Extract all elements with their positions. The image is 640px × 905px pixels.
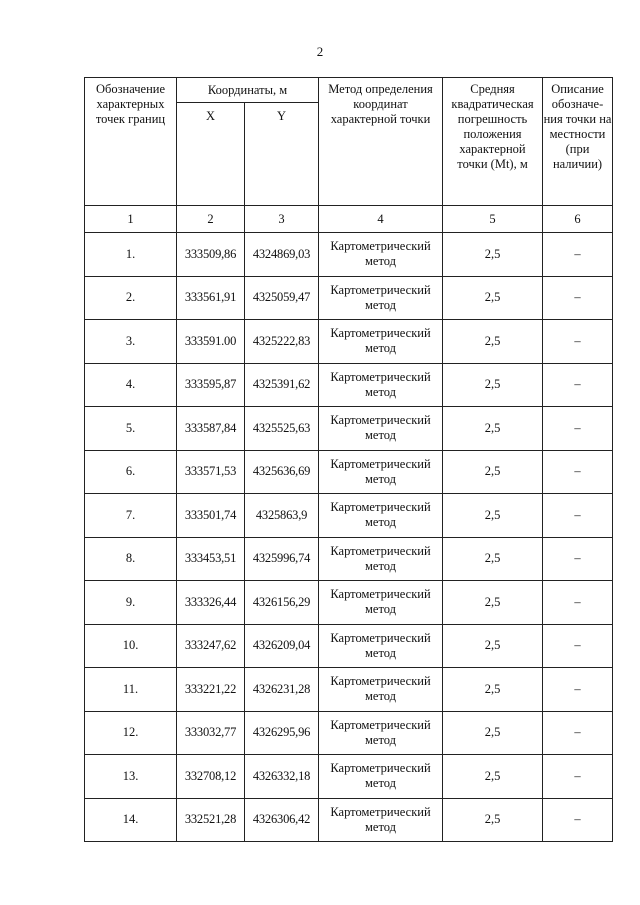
column-number: 6 xyxy=(543,206,613,233)
error-cell: 2,5 xyxy=(443,581,543,625)
point-number-cell: 13. xyxy=(85,755,177,799)
error-cell: 2,5 xyxy=(443,450,543,494)
column-number: 2 xyxy=(177,206,245,233)
y-coordinate-cell: 4325059,47 xyxy=(245,276,319,320)
method-cell: Картометрический метод xyxy=(319,798,443,842)
error-cell: 2,5 xyxy=(443,320,543,364)
page-number: 2 xyxy=(316,44,324,59)
column-number: 5 xyxy=(443,206,543,233)
description-cell: – xyxy=(543,711,613,755)
point-number-cell: 5. xyxy=(85,407,177,451)
boundary-points-table xyxy=(84,77,613,842)
point-number-cell: 10. xyxy=(85,624,177,668)
point-number-cell: 14. xyxy=(85,798,177,842)
y-coordinate-cell: 4326295,96 xyxy=(245,711,319,755)
error-cell: 2,5 xyxy=(443,668,543,712)
table-row xyxy=(85,668,613,712)
table-row xyxy=(85,363,613,407)
error-cell: 2,5 xyxy=(443,407,543,451)
method-cell: Картометрический метод xyxy=(319,363,443,407)
column-numbers-row xyxy=(85,206,613,233)
table-row xyxy=(85,407,613,451)
y-coordinate-cell: 4325525,63 xyxy=(245,407,319,451)
x-coordinate-cell: 333032,77 xyxy=(177,711,245,755)
description-cell: – xyxy=(543,798,613,842)
column-number: 1 xyxy=(85,206,177,233)
column-number: 3 xyxy=(245,206,319,233)
description-cell: – xyxy=(543,755,613,799)
description-cell: – xyxy=(543,320,613,364)
y-coordinate-cell: 4326306,42 xyxy=(245,798,319,842)
error-cell: 2,5 xyxy=(443,276,543,320)
x-coordinate-cell: 333509,86 xyxy=(177,233,245,277)
table-row xyxy=(85,320,613,364)
y-coordinate-cell: 4326156,29 xyxy=(245,581,319,625)
method-cell: Картометрический метод xyxy=(319,276,443,320)
description-cell: – xyxy=(543,581,613,625)
method-cell: Картометрический метод xyxy=(319,320,443,364)
error-cell: 2,5 xyxy=(443,798,543,842)
error-cell: 2,5 xyxy=(443,755,543,799)
header-designation: Обозначение характерных точек границ xyxy=(85,78,177,206)
method-cell: Картометрический метод xyxy=(319,581,443,625)
method-cell: Картометрический метод xyxy=(319,233,443,277)
x-coordinate-cell: 333587,84 xyxy=(177,407,245,451)
table-row xyxy=(85,711,613,755)
method-cell: Картометрический метод xyxy=(319,537,443,581)
error-cell: 2,5 xyxy=(443,363,543,407)
x-coordinate-cell: 332521,28 xyxy=(177,798,245,842)
table-row xyxy=(85,276,613,320)
method-cell: Картометрический метод xyxy=(319,711,443,755)
table-row xyxy=(85,581,613,625)
point-number-cell: 3. xyxy=(85,320,177,364)
header-x: X xyxy=(177,103,245,206)
point-number-cell: 7. xyxy=(85,494,177,538)
method-cell: Картометрический метод xyxy=(319,624,443,668)
error-cell: 2,5 xyxy=(443,624,543,668)
point-number-cell: 9. xyxy=(85,581,177,625)
table-row xyxy=(85,233,613,277)
point-number-cell: 8. xyxy=(85,537,177,581)
error-cell: 2,5 xyxy=(443,494,543,538)
y-coordinate-cell: 4325222,83 xyxy=(245,320,319,364)
point-number-cell: 4. xyxy=(85,363,177,407)
table-row xyxy=(85,450,613,494)
y-coordinate-cell: 4325996,74 xyxy=(245,537,319,581)
method-cell: Картометрический метод xyxy=(319,755,443,799)
error-cell: 2,5 xyxy=(443,711,543,755)
description-cell: – xyxy=(543,363,613,407)
point-number-cell: 11. xyxy=(85,668,177,712)
description-cell: – xyxy=(543,233,613,277)
error-cell: 2,5 xyxy=(443,233,543,277)
table-row xyxy=(85,537,613,581)
header-y: Y xyxy=(245,103,319,206)
y-coordinate-cell: 4326231,28 xyxy=(245,668,319,712)
method-cell: Картометрический метод xyxy=(319,407,443,451)
point-number-cell: 12. xyxy=(85,711,177,755)
description-cell: – xyxy=(543,407,613,451)
point-number-cell: 1. xyxy=(85,233,177,277)
description-cell: – xyxy=(543,450,613,494)
table-row xyxy=(85,624,613,668)
y-coordinate-cell: 4324869,03 xyxy=(245,233,319,277)
error-cell: 2,5 xyxy=(443,537,543,581)
x-coordinate-cell: 333501,74 xyxy=(177,494,245,538)
point-number-cell: 2. xyxy=(85,276,177,320)
column-number: 4 xyxy=(319,206,443,233)
x-coordinate-cell: 333561,91 xyxy=(177,276,245,320)
method-cell: Картометрический метод xyxy=(319,494,443,538)
header-method: Метод определения координат характерной точки xyxy=(319,78,443,206)
description-cell: – xyxy=(543,668,613,712)
x-coordinate-cell: 332708,12 xyxy=(177,755,245,799)
header-description: Описание обозначе-ния точки на местности (при наличии) xyxy=(543,78,613,206)
y-coordinate-cell: 4326332,18 xyxy=(245,755,319,799)
description-cell: – xyxy=(543,494,613,538)
x-coordinate-cell: 333595,87 xyxy=(177,363,245,407)
y-coordinate-cell: 4326209,04 xyxy=(245,624,319,668)
x-coordinate-cell: 333571,53 xyxy=(177,450,245,494)
x-coordinate-cell: 333453,51 xyxy=(177,537,245,581)
point-number-cell: 6. xyxy=(85,450,177,494)
description-cell: – xyxy=(543,276,613,320)
x-coordinate-cell: 333326,44 xyxy=(177,581,245,625)
method-cell: Картометрический метод xyxy=(319,668,443,712)
table-row xyxy=(85,755,613,799)
x-coordinate-cell: 333221,22 xyxy=(177,668,245,712)
y-coordinate-cell: 4325636,69 xyxy=(245,450,319,494)
y-coordinate-cell: 4325391,62 xyxy=(245,363,319,407)
x-coordinate-cell: 333591.00 xyxy=(177,320,245,364)
description-cell: – xyxy=(543,537,613,581)
x-coordinate-cell: 333247,62 xyxy=(177,624,245,668)
header-coordinates: Координаты, м xyxy=(177,78,319,103)
method-cell: Картометрический метод xyxy=(319,450,443,494)
table-row xyxy=(85,798,613,842)
description-cell: – xyxy=(543,624,613,668)
header-error: Средняя квадратическая погрешность положения характерной точки (Mt), м xyxy=(443,78,543,206)
y-coordinate-cell: 4325863,9 xyxy=(245,494,319,538)
table-row xyxy=(85,494,613,538)
